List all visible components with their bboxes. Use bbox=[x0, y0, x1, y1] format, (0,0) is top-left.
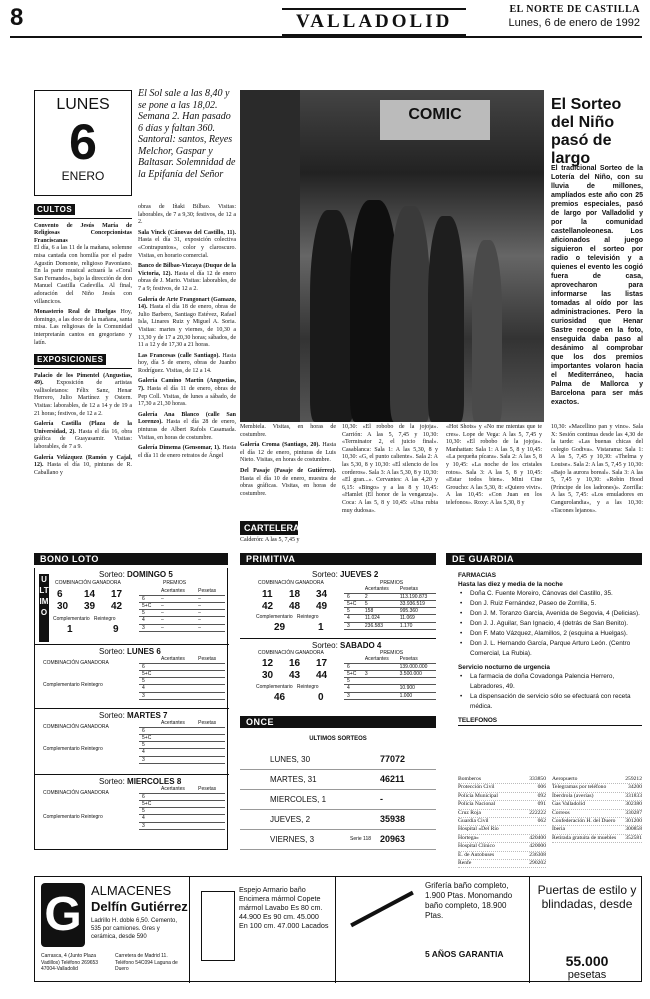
farmacia-item: • Don J. M. Toranzo García, Avenida de Segovia, 4 (Delicias). bbox=[458, 609, 642, 619]
exposicion-item: Palacio de los Pimentel (Angustias, 49). Exposición de artistas vallisoletanos: Félix Sanz, Henar Herrero, Julio Martínez y Ostern. Visitas: laborables, de 12 a 14 y de 19 a 21 horas; festivos, de 12 a 2. bbox=[34, 372, 133, 417]
primitiva-panel: Sorteo: JUEVES 2 COMBINACIÓN GANADORA PREMIOS 11 18 34 42 48 49 Complementario Reintegro 29 1 Acertantes Pesetas 6 2 113.190.873 5+C 5 33.936.519 5 158 995.360 4 11.024 11.069 3 236.583 1.170 Sorteo: SABADO 4 COMBINACIÓN GANADORA PREMIOS 12 16 17 30 43 44 Complementario Reintegro 46 0 Acertantes Pesetas 6 139.000.000 5+C 3 3.500.000 5 4 10.900 3 1.000 bbox=[240, 568, 436, 710]
culto-item: Monasterio Real de Huelgas Hoy, domingo, a las doce de la mañana, santa misa. Las religiosas de la Comunidad interpretarán cantos en gregoriano y latín. bbox=[34, 309, 132, 346]
phone-row: Iberdrola (averías) 331833 bbox=[552, 793, 642, 801]
publication-name: EL NORTE DE CASTILLA bbox=[509, 4, 640, 15]
once-row: JUEVES, 2 35938 bbox=[240, 810, 436, 830]
date-weekday: LUNES bbox=[56, 96, 110, 113]
faucet-icon bbox=[350, 891, 414, 927]
bonoloto-heading: BONO LOTO bbox=[34, 553, 228, 565]
once-row: MIERCOLES, 1 - bbox=[240, 790, 436, 810]
doorway-shadow bbox=[240, 90, 300, 422]
primitiva-heading: PRIMITIVA bbox=[240, 553, 436, 565]
phone-row: Cruz Roja 222222 bbox=[458, 810, 546, 818]
bonoloto-comp: 1 bbox=[67, 624, 73, 635]
ad-warranty: 5 AÑOS GARANTIA bbox=[425, 949, 504, 959]
primitiva-numbers: 12 16 17 30 43 44 bbox=[262, 658, 328, 681]
cartelera-first: Calderón: A las 5, 7,45 y bbox=[240, 537, 300, 543]
telefonos-title: TELEFONOS bbox=[458, 716, 642, 726]
exposicion-item: Banco de Bilbao-Vizcaya (Duque de la Victoria, 12). Hasta el día 12 de enero obras de J. Mario. Visitas: laborables, de 7 a 9; festivos, de 12 a 2. bbox=[138, 263, 236, 292]
farmacia-item: • Don J. J. Aguilar, San Ignacio, 4 (detrás de San Benito). bbox=[458, 619, 642, 629]
premios-label: PREMIOS bbox=[163, 580, 187, 586]
bonoloto-day: MARTES 7 bbox=[127, 711, 168, 720]
bonoloto-day: DOMINGO 5 bbox=[127, 570, 173, 579]
bonoloto-prizes: Acertantes Pesetas 6 5+C 5 4 3 bbox=[139, 786, 225, 830]
cultos-heading: CULTOS bbox=[34, 204, 75, 215]
telefonos-left bbox=[458, 776, 546, 868]
date-box bbox=[34, 90, 132, 196]
section-title: VALLADOLID bbox=[282, 8, 466, 36]
primitiva-day: JUEVES 2 bbox=[340, 570, 379, 579]
cartelera-col-4: 10,30: «El robobo de la jojoja». Carrión: A las 5, 7,45 y 10,30: «Terminator 2, el juicio final». Casablanca: Sala 1: A las 5,30, 8 y 10,30: «G, el punto caliente». Sala 2: A las 5,30, 8 y 10,30: «El silencio de los corderos». Sala 3: A las 5,30, 8 y 10,30: «El gran...». Cervantes: A las 4,20 y 6,15: «Bingo» y a las 8 y 10,45: «Hamlet (El honor de la venganza)». Coca: A las 5, 8 y 10,45: «Una rubia muy dudosa». bbox=[342, 424, 438, 514]
exposicion-item: Membiela. Visitas, en horas de costumbre. bbox=[240, 424, 336, 438]
exposicion-item: Galería Castilla (Plaza de la Universidad, 2). Hasta el día 16, obra gráfica de Guayasamir. Visitas: laborables, de 7 a 9. bbox=[34, 421, 133, 451]
once-row: MARTES, 31 46211 bbox=[240, 770, 436, 790]
exposicion-item: Las Francesas (calle Santiago). Hasta hoy, día 5 de enero, obras de Juanbo Rodríguez. Visitas, de 12 a 14. bbox=[138, 352, 237, 374]
guardia-heading: DE GUARDIA bbox=[446, 553, 642, 565]
headline: El Sorteo del Niño pasó de largo bbox=[551, 96, 622, 167]
publication-date: Lunes, 6 de enero de 1992 bbox=[508, 17, 640, 29]
phone-row: Renfe 290202 bbox=[458, 860, 546, 868]
phone-row: Policía Municipal 092 bbox=[458, 793, 546, 801]
bonoloto-prizes: Acertantes Pesetas 6 5+C 5 4 3 bbox=[139, 720, 225, 764]
primitiva-comp: 46 bbox=[274, 692, 286, 703]
bonoloto-day: LUNES 6 bbox=[127, 647, 161, 656]
almanac-intro: El Sol sale a las 8,40 y se pone a las 18,02. Semana 2. Han pasado 6 días y faltan 360. Santoral: santos, Reyes Melchor, Gaspar y Baltasar. Solemnidad de la Epifanía del Señor bbox=[138, 88, 236, 180]
bonoloto-prizes: Acertantes Pesetas 6 – – 5+C – – 5 – – 4 – – 3 – – bbox=[139, 588, 225, 632]
once-subtitle: ULTIMOS SORTEOS bbox=[309, 736, 367, 742]
farmacias-title: FARMACIAS bbox=[458, 572, 496, 579]
farmacia-item: • Don J. L. Hernando García, Parque Arturo León. (Centro Comercial, La Rubia). bbox=[458, 639, 642, 659]
cabinet-icon bbox=[201, 891, 235, 961]
exposicion-item: Galería Camino Martín (Angustias, 7). Hasta el día 11 de enero, obras de Pep Coll. Visitas, de lunes a sábado, de 17,30 a 21,30 horas. bbox=[138, 378, 236, 408]
phone-row: Retirada gratuita de muebles 352581 bbox=[552, 835, 642, 843]
exposiciones-heading: EXPOSICIONES bbox=[34, 354, 106, 365]
phone-row: Hospital Clínico 420000 bbox=[458, 843, 546, 851]
phone-row: E. de Autobuses 236308 bbox=[458, 852, 546, 860]
column-exposiciones-cont bbox=[138, 204, 236, 463]
shop-sign: COMIC bbox=[380, 100, 490, 140]
bonoloto-reint: 9 bbox=[113, 624, 119, 635]
once-row: LUNES, 30 77072 bbox=[240, 750, 436, 770]
ad-store-text: Ladrillo H. doble 6,50. Cemento, 535 por camiones. Gres y cerámica, desde 590 bbox=[91, 918, 178, 940]
lottery-queue-photo bbox=[240, 90, 544, 422]
phone-row: Correos 330287 bbox=[552, 810, 642, 818]
ad-doors-unit: pesetas bbox=[567, 969, 607, 981]
primitiva-reint: 1 bbox=[318, 622, 324, 633]
phone-row: Aeropuerto 259212 bbox=[552, 776, 642, 784]
phone-row: Bomberos 333850 bbox=[458, 776, 546, 784]
exposicion-item: Galería Dimema (Gensomar, 1). Hasta el día 11 de enero retratos de Ángel bbox=[138, 445, 236, 459]
primitiva-numbers: 11 18 34 42 48 49 bbox=[262, 589, 328, 612]
photo-figure bbox=[310, 210, 354, 422]
exposicion-item: Galería Ana Blanco (calle San Lorenzo). Hasta el día 28 de enero, pinturas de Albert Rafols Casamada. Visitas, en horas de costumbre. bbox=[138, 411, 236, 441]
ad-faucet-text: Grifería baño completo, 1.900 Ptas. Monomando baño completo, 18.900 Ptas. bbox=[425, 881, 513, 920]
bonoloto-numbers: 6 14 17 30 39 42 bbox=[57, 589, 123, 612]
cartelera-col-5: «Hot Shots» y «No me mientas que te cres». Lope de Vega: A las 5, 7,45 y 10,30: «El robobo de la jojoja». Manhattan: Sala 1: A las 5, 8 y 10,45: «La pequeña pícara». Sala 2: A las 5, 8 y 10,45: «La noche de los cristales rotos». Sala 3: A las 5, 8 y 10,45: «Estar todos bien». Mini Cine Groucho: A las 5,30, 8: «Quiero vivir». A las 10,45: «Con Juan en los telefonos». Roxy: A las 5,30, 8 y bbox=[446, 424, 542, 506]
phone-row: Hospital «Del Río bbox=[458, 826, 546, 834]
ad-store-name: Delfín Gutiérrez bbox=[91, 899, 188, 914]
guardia-panel bbox=[458, 572, 642, 726]
once-heading: ONCE bbox=[240, 716, 436, 728]
phone-row: Policía Nacional 091 bbox=[458, 801, 546, 809]
primitiva-prizes: Acertantes Pesetas 6 139.000.000 5+C 3 3.500.000 5 4 10.900 3 1.000 bbox=[344, 656, 436, 700]
farmacia-item: • Don F. Mato Vázquez, Alamillos, 2 (esquina a Huelgas). bbox=[458, 629, 642, 639]
phone-row: Guardia Civil 062 bbox=[458, 818, 546, 826]
once-panel bbox=[240, 732, 436, 850]
primitiva-day: SABADO 4 bbox=[340, 641, 382, 650]
exposicion-item: Del Pasaje (Pasaje de Gutiérrez). Hasta el día 10 de enero, muestra de obras gráficas. Visitas, en horas de costumbre. bbox=[240, 467, 336, 497]
header-rule bbox=[10, 36, 642, 38]
phone-row: Gas Valladolid 302380 bbox=[552, 801, 642, 809]
ad-doors-text: Puertas de estilo y blindadas, desde bbox=[537, 883, 637, 911]
exposicion-item: obras de Iñaki Bilbao. Visitas: laborables, de 7 a 9,30; festivos, de 12 a 2. bbox=[138, 204, 236, 226]
photo-figure bbox=[472, 240, 502, 422]
farmacia-item: • Doña C. Fuente Moreiro, Cánovas del Castillo, 35. bbox=[458, 589, 642, 599]
photo-figure bbox=[390, 206, 430, 422]
ad-store-title: ALMACENES bbox=[91, 883, 172, 898]
farmacia-item: • Don J. Ruiz Fernández, Paseo de Zorrilla, 5. bbox=[458, 599, 642, 609]
store-logo: G bbox=[41, 883, 85, 947]
advertisement bbox=[34, 876, 642, 982]
ad-store-address: Carrasca, 4 (Junto Plaza Vadillos) Teléfono 269653 47004-Valladolid bbox=[41, 953, 99, 972]
nocturno-title: Servicio nocturno de urgencia bbox=[458, 664, 550, 671]
phone-row: Iberia 300858 bbox=[552, 826, 642, 834]
primitiva-comp: 29 bbox=[274, 622, 286, 633]
ad-bathroom-text: Espejo Armario baño Encimera mármol Copete mármol Lavabo Es 80 cm. 44.900 Es 90 cm. 45.000 En 100 cm. 47.000 Lacados bbox=[239, 885, 329, 930]
bonoloto-day: MIERCOLES 8 bbox=[127, 777, 182, 786]
primitiva-reint: 0 bbox=[318, 692, 324, 703]
page-number: 8 bbox=[10, 4, 24, 31]
ultimo-tag: ULTIMO bbox=[39, 574, 49, 642]
culto-item: Convento de Jesús María de Religiosas Concepcionistas Franciscanas El día, 6 a las 11 de la mañana, solemne misa cantada con homilía por el padre Agustín Domonte, religioso Pavoniano. En la parte musical actuará la «Coral San Fernando», bajo la dirección de don Manuel Castilla Cadevilla. Al final, adoración del Niño Jesús con villancicos. bbox=[34, 222, 132, 305]
exposicion-item: Sala Vinck (Cánovas del Castillo, 11). Hasta el día 31, exposición colectiva «Contrapuntos», color y claroscuro. Visitas, en horario comercial. bbox=[138, 229, 236, 259]
nocturno-item: • La dispensación de servicio sólo se efectuará con receta médica. bbox=[458, 692, 642, 712]
headline-lead: El tradicional Sorteo de la Lotería del Niño, con su lluvia de millones, amplíados este año con 25 premios especiales, pasó de largo por Valladolid y por la comunidad castellanoleonesa. Los aficionados al juego siguieron el sorteo por radio o televisión y a quienes el evento les cogió fuera de casa, aprovecharon para informarse las listas tomadas al oído por las administraciones. Pero la curiosidad que Henar Sastre recoge en la foto, enseguida daba paso al desánimo al comprobar que los dos premios importantes volaron hacia el Mediterráneo, hacia Palma de Mallorca y Barcelona para ser más exactos. bbox=[551, 165, 643, 406]
date-day: 6 bbox=[69, 114, 97, 170]
once-row: VIERNES, 3 Serie 118 20963 bbox=[240, 830, 436, 850]
exposicion-item: Galería Velázquez (Ramón y Cajal, 12). Hasta el día 10, pinturas de R. Caballano y bbox=[34, 454, 133, 476]
cartelera-heading: CARTELERA bbox=[240, 521, 298, 535]
primitiva-prizes: Acertantes Pesetas 6 2 113.190.873 5+C 5 33.936.519 5 158 995.360 4 11.024 11.069 3 236.583 1.170 bbox=[344, 586, 436, 630]
ad-store-address: Carretera de Madrid 11. Teléfono 54C094 Laguna de Duero bbox=[115, 953, 178, 972]
phone-row: Hortega» 420400 bbox=[458, 835, 546, 843]
column-exposiciones-end bbox=[240, 424, 336, 501]
phone-row: Confederación H. del Duero 301200 bbox=[552, 818, 642, 826]
cartelera-col-6: 10,30: «Macellino pan y vino». Sala X: Sesión continua desde las 4,30 de la tarde: «Las buenas chicas del colegio Godiva». Vistarama: Sala 1: A las 5, 7,45 y 10,30: «Thelma y Louise». Sala 2: A las 5, 7,45 y 10,30: «Bajo la aurora boreal». Sala 3: A las 5, 7,45 y 10,30: «Robin Hood (Príncipe de los ladrones)». Zorrilla: A las 5, 7,45: «Los emuladores en Cangurolandia», y a las 10,30: «Tacones lejanos». bbox=[551, 424, 643, 514]
date-month: ENERO bbox=[61, 169, 105, 183]
photo-figure bbox=[428, 216, 464, 422]
combo-label: COMBINACIÓN GANADORA bbox=[55, 580, 121, 586]
telefonos-right bbox=[552, 776, 642, 843]
phone-row: Protección Civil 006 bbox=[458, 784, 546, 792]
exposicion-item: Galería Croma (Santiago, 20). Hasta el día 12 de enero, pinturas de Luis Nieto. Visitas, en horas de costumbre. bbox=[240, 442, 336, 464]
column-cultos bbox=[34, 204, 132, 480]
nocturno-item: • La farmacia de doña Covadonga Palencia Herrero, Labradores, 49. bbox=[458, 672, 642, 692]
bonoloto-prizes: Acertantes Pesetas 6 5+C 5 4 3 bbox=[139, 656, 225, 700]
exposicion-item: Galería de Arte Frangonart (Gamazo, 14). Hasta el día 18 de enero, obras de Julio Barbero, Santiago Estévez, Rafael Isla, Linares Ruiz y Miguel A. Soria. Visitas: martes y viernes, de 10,30 a 13,30 y de 17 a 20,30 horas; sábados, de 11 a 12 y de 17,30 a 21 horas. bbox=[138, 296, 237, 349]
bonoloto-panel: ULTIMO Sorteo: DOMINGO 5 COMBINACIÓN GANADORA PREMIOS 6 14 17 30 39 42 Complementario Reintegro 1 9 Acertantes Pesetas 6 – – 5+C – – 5 – – 4 – – 3 – – Sorteo: LUNES 6 COMBINACIÓN GANADORA Complementario Reintegro Acertantes Pesetas 6 5+C 5 4 3 Sorteo: MARTES 7 COMBINACIÓN GANADORA Complementario Reintegro Acertantes Pesetas 6 5+C 5 4 3 Sorteo: MIERCOLES 8 COMBINACIÓN GANADORA Complementario Reintegro Acertantes Pesetas 6 5+C 5 4 3 bbox=[34, 568, 228, 850]
ad-doors-price: 55.000 bbox=[565, 953, 609, 969]
farmacias-subtitle: Hasta las diez y media de la noche bbox=[458, 581, 563, 588]
phone-row: Telegramas por teléfono 34200 bbox=[552, 784, 642, 792]
